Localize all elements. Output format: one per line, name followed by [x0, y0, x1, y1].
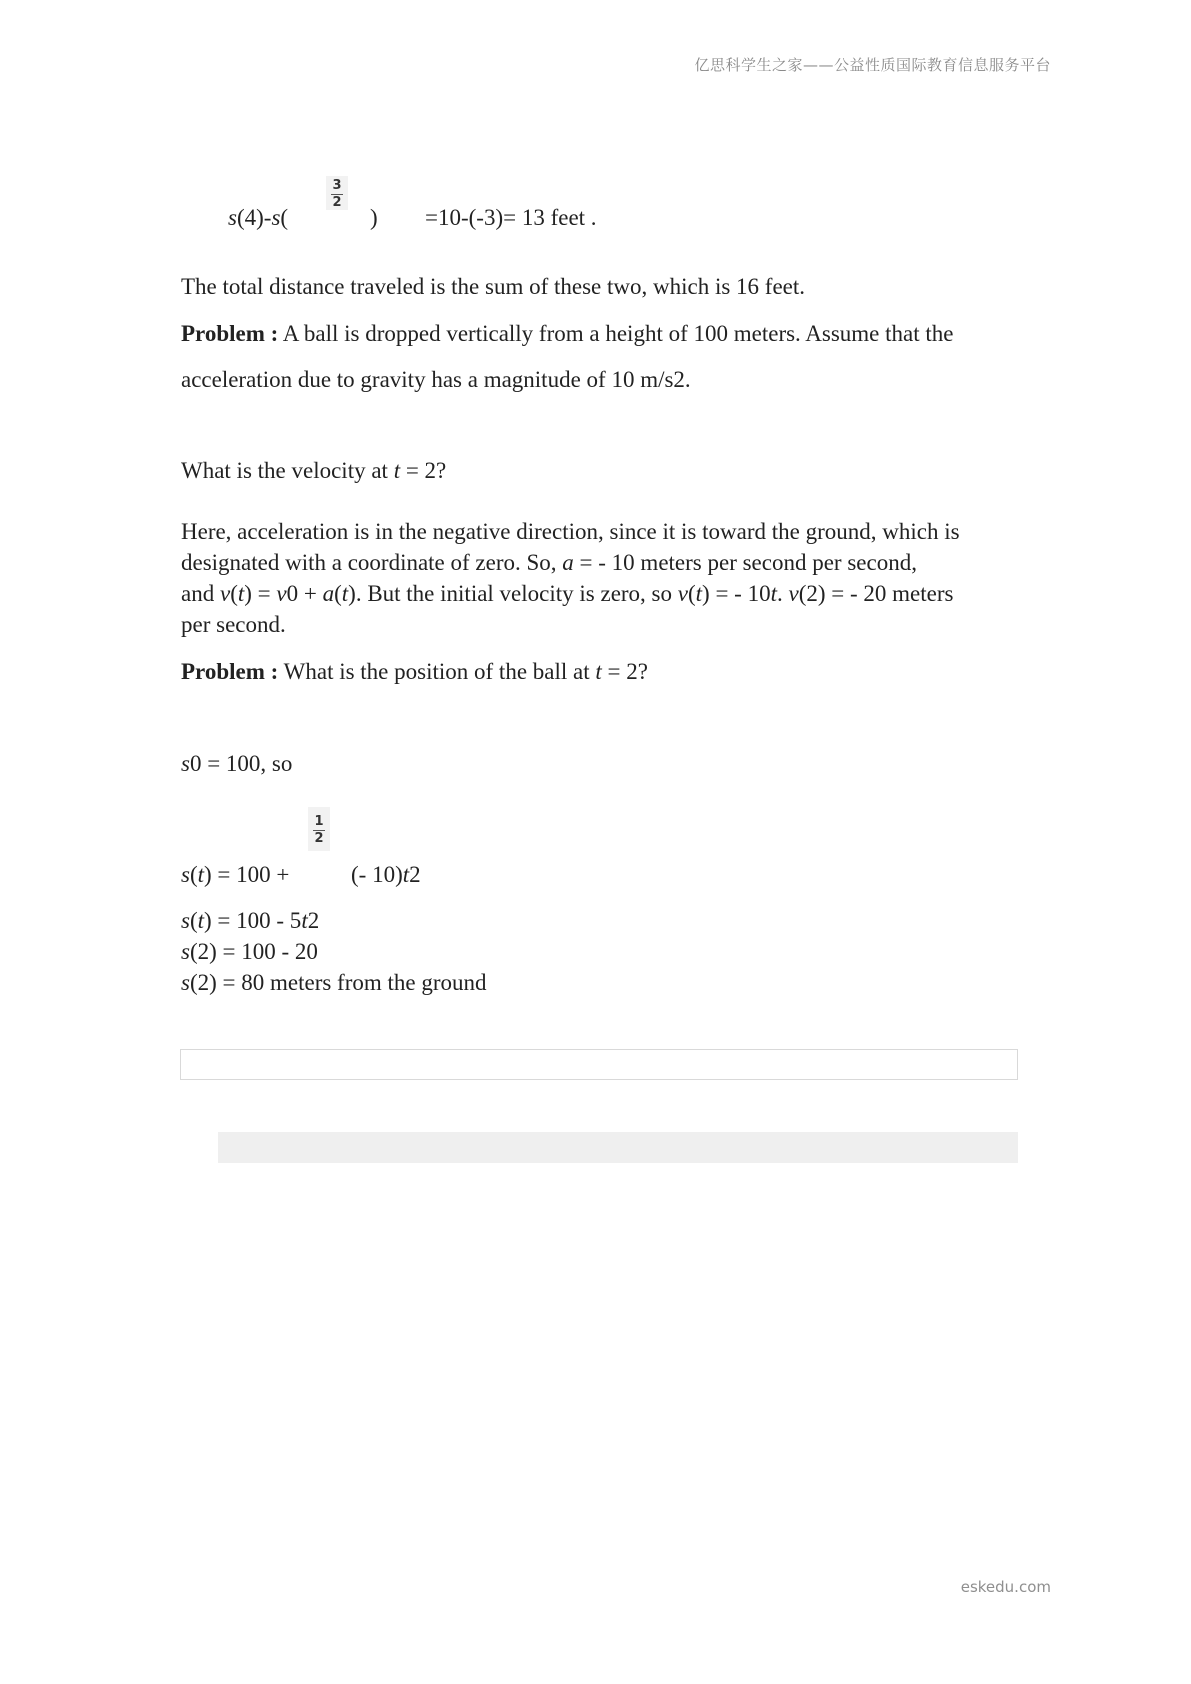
problem-label: Problem : — [181, 659, 279, 684]
equation-s2-sub: s(2) = 100 - 20 — [181, 939, 318, 964]
equation-s4-minus: s(4)-s( — [228, 205, 289, 230]
fraction-one-half — [308, 807, 330, 851]
fraction-three-halves — [326, 176, 348, 210]
equation-result: =10-(-3)= 13 feet . — [425, 205, 597, 230]
fraction-denominator: 2 — [314, 831, 324, 846]
question-velocity: What is the velocity at t = 2? — [181, 458, 447, 483]
footer-site-url: eskedu.com — [960, 1578, 1051, 1596]
fraction-numerator: 3 — [332, 178, 342, 193]
paragraph-total-distance: The total distance traveled is the sum of these two, which is 16 feet. — [181, 274, 806, 299]
equation-s2-result: s(2) = 80 meters from the ground — [181, 970, 487, 995]
equation-close-paren: ) — [370, 205, 378, 230]
answer-line-3: and v(t) = v0 + a(t). But the initial velocity is zero, so v(t) = - 10t. v(2) = - 20 meters — [181, 581, 954, 606]
empty-shaded-bar — [218, 1132, 1018, 1163]
fraction-denominator: 2 — [332, 195, 342, 210]
header-site-title: 亿思科学生之家——公益性质国际教育信息服务平台 — [694, 56, 1051, 74]
s0-line: s0 = 100, so — [181, 751, 293, 776]
empty-bordered-box — [180, 1049, 1018, 1080]
equation-st-right: (- 10)t2 — [351, 862, 421, 887]
problem-label: Problem : — [181, 321, 279, 346]
answer-line-1: Here, acceleration is in the negative direction, since it is toward the ground, which is — [181, 519, 960, 544]
answer-line-2: designated with a coordinate of zero. So, a = - 10 meters per second per second, — [181, 550, 917, 575]
equation-st-left: s(t) = 100 + — [181, 862, 290, 887]
problem-1-line-2: acceleration due to gravity has a magnitude of 10 m/s2. — [181, 367, 691, 392]
answer-line-4: per second. — [181, 612, 286, 637]
problem-1-line-1: Problem : A ball is dropped vertically from a height of 100 meters. Assume that the — [181, 321, 954, 346]
equation-st-simplified: s(t) = 100 - 5t2 — [181, 908, 320, 933]
fraction-numerator: 1 — [314, 814, 324, 829]
problem-2: Problem : What is the position of the ball at t = 2? — [181, 659, 648, 684]
